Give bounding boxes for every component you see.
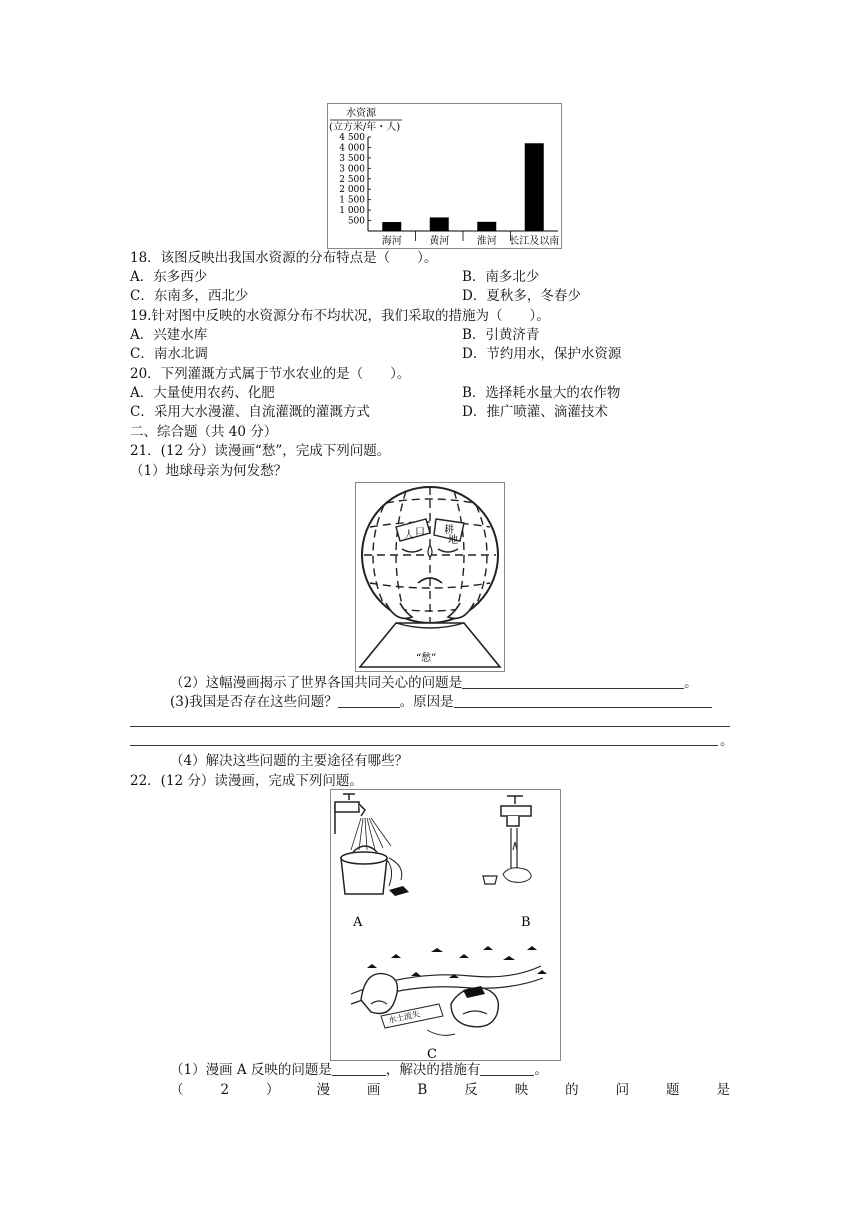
section-heading: 二、综合题（共 40 分） [130,424,278,440]
x-tick-label: 黄河 [429,236,450,247]
bar [477,222,496,231]
q21-answer-line-2[interactable] [130,745,718,746]
cartoon1-label-4: 地 [448,535,458,546]
q22-part1-text: （1）漫画 A 反映的问题是 [170,1062,332,1078]
q22-part1-measures-blank[interactable] [480,1061,534,1076]
q21-part2-blank[interactable] [462,674,684,689]
cartoon1-label-1: 人 [404,530,414,541]
bar [382,222,401,231]
chart-svg [328,104,561,248]
q21-part2 [170,674,698,692]
q22-part2-char: 2 [220,1082,230,1098]
q18-option-b: B．南多北少 [462,269,540,285]
cartoon2-label-c: C [427,1047,437,1060]
q19-option-c: C．南水北调 [130,346,208,362]
q19-stem: 19.针对图中反映的水资源分布不均状况，我们采取的措施为（ ）。 [130,308,550,324]
q21-stem: 21．(12 分）读漫画“愁”，完成下列问题。 [130,443,391,459]
bar [525,143,544,231]
q22-part2-char: 漫 [316,1082,330,1098]
cartoon2-label-b: B [521,915,531,930]
q22-part2-char: 的 [565,1082,579,1098]
q22-part1-problem-blank[interactable] [332,1061,386,1076]
x-tick-label: 长江及以南 [509,236,560,247]
cartoon-water-problems [330,789,561,1061]
q19-option-d: D．节约用水，保护水资源 [462,346,622,362]
q21-part1: （1）地球母亲为何发愁？ [130,463,288,479]
q22-part2-char: 画 [366,1082,381,1098]
y-tick-label: 1 500 [339,195,365,206]
q21-part3-reason-label: 。原因是 [399,694,454,710]
q19-option-a: A．兴建水库 [130,327,208,343]
q20-option-d: D．推广喷灌、滴灌技术 [462,404,608,420]
q22-part2-char: （ [170,1082,184,1098]
q22-part2-char: 映 [514,1082,529,1098]
y-tick-label: 3 500 [339,153,365,164]
q21-part3 [170,693,712,711]
y-tick-label: 3 000 [339,164,365,175]
x-axis-labels [382,231,560,247]
y-tick-label: 4 500 [339,133,365,143]
x-tick-label: 淮河 [476,236,497,247]
q22-part2-char: 问 [615,1082,630,1098]
cartoon1-label-2: 口 [415,527,425,538]
x-tick-label: 海河 [381,236,402,247]
water-resource-chart [327,103,562,249]
cartoon2-sign-text: 水土流失 [387,1009,421,1025]
q22-stem: 22．(12 分）读漫画，完成下列问题。 [130,773,363,789]
q21-end-mark: 。 [720,733,734,749]
y-tick-label: 1 000 [339,206,365,217]
q22-part2-char: 是 [716,1082,730,1098]
q22-part2-char: 题 [666,1082,680,1098]
q22-part1-end: 。 [534,1062,548,1078]
q22-part1-measures-label: ，解决的措施有 [385,1062,481,1078]
earth-worry-drawing [356,483,504,671]
q19-option-b: B．引黄济青 [462,327,540,343]
q18-option-c: C．东南多，西北少 [130,288,249,304]
q18-option-d: D．夏秋多，冬春少 [462,288,581,304]
q20-option-c: C．采用大水漫灌、自流灌溉的灌溉方式 [130,404,370,420]
q21-part3-answer-blank[interactable] [338,693,400,708]
bar [430,217,449,231]
q18-option-a: A．东多西少 [130,269,208,285]
q20-option-b: B．选择耗水量大的农作物 [462,385,621,401]
y-tick-label: 2 000 [339,185,365,196]
y-tick-label: 4 000 [339,143,365,154]
q22-part1 [170,1061,548,1079]
q20-option-a: A．大量使用农药、化肥 [130,385,275,401]
water-problems-drawing [331,790,560,1060]
q21-part2-text: （2）这幅漫画揭示了世界各国共同关心的问题是 [170,675,463,691]
q21-part4: （4）解决这些问题的主要途径有哪些？ [170,753,409,769]
chart-ylabel: (立方米/年・人) [329,122,401,133]
cartoon1-caption: “愁” [416,653,437,664]
q21-part3-question: (3)我国是否存在这些问题？ [170,694,338,710]
chart-title: 水资源 [346,108,376,119]
cartoon-earth-worry [355,482,505,672]
q21-part3-reason-blank[interactable] [454,693,712,708]
bars [382,143,544,231]
y-tick-label: 500 [347,216,365,227]
q20-stem: 20．下列灌溉方式属于节水农业的是（ ）。 [130,366,411,382]
y-tick-label: 2 500 [339,174,365,185]
q22-part2-char: B [417,1082,428,1098]
q18-stem: 18．该图反映出我国水资源的分布特点是（ ）。 [130,250,438,266]
cartoon2-label-a: A [353,915,363,930]
q22-part2-char: 反 [464,1082,478,1098]
cartoon1-label-3: 耕 [444,525,454,536]
q21-answer-line-1[interactable] [130,726,730,727]
q22-part2-char: ） [266,1082,280,1098]
q22-part2 [170,1081,730,1099]
q21-part2-end: 。 [684,675,698,691]
